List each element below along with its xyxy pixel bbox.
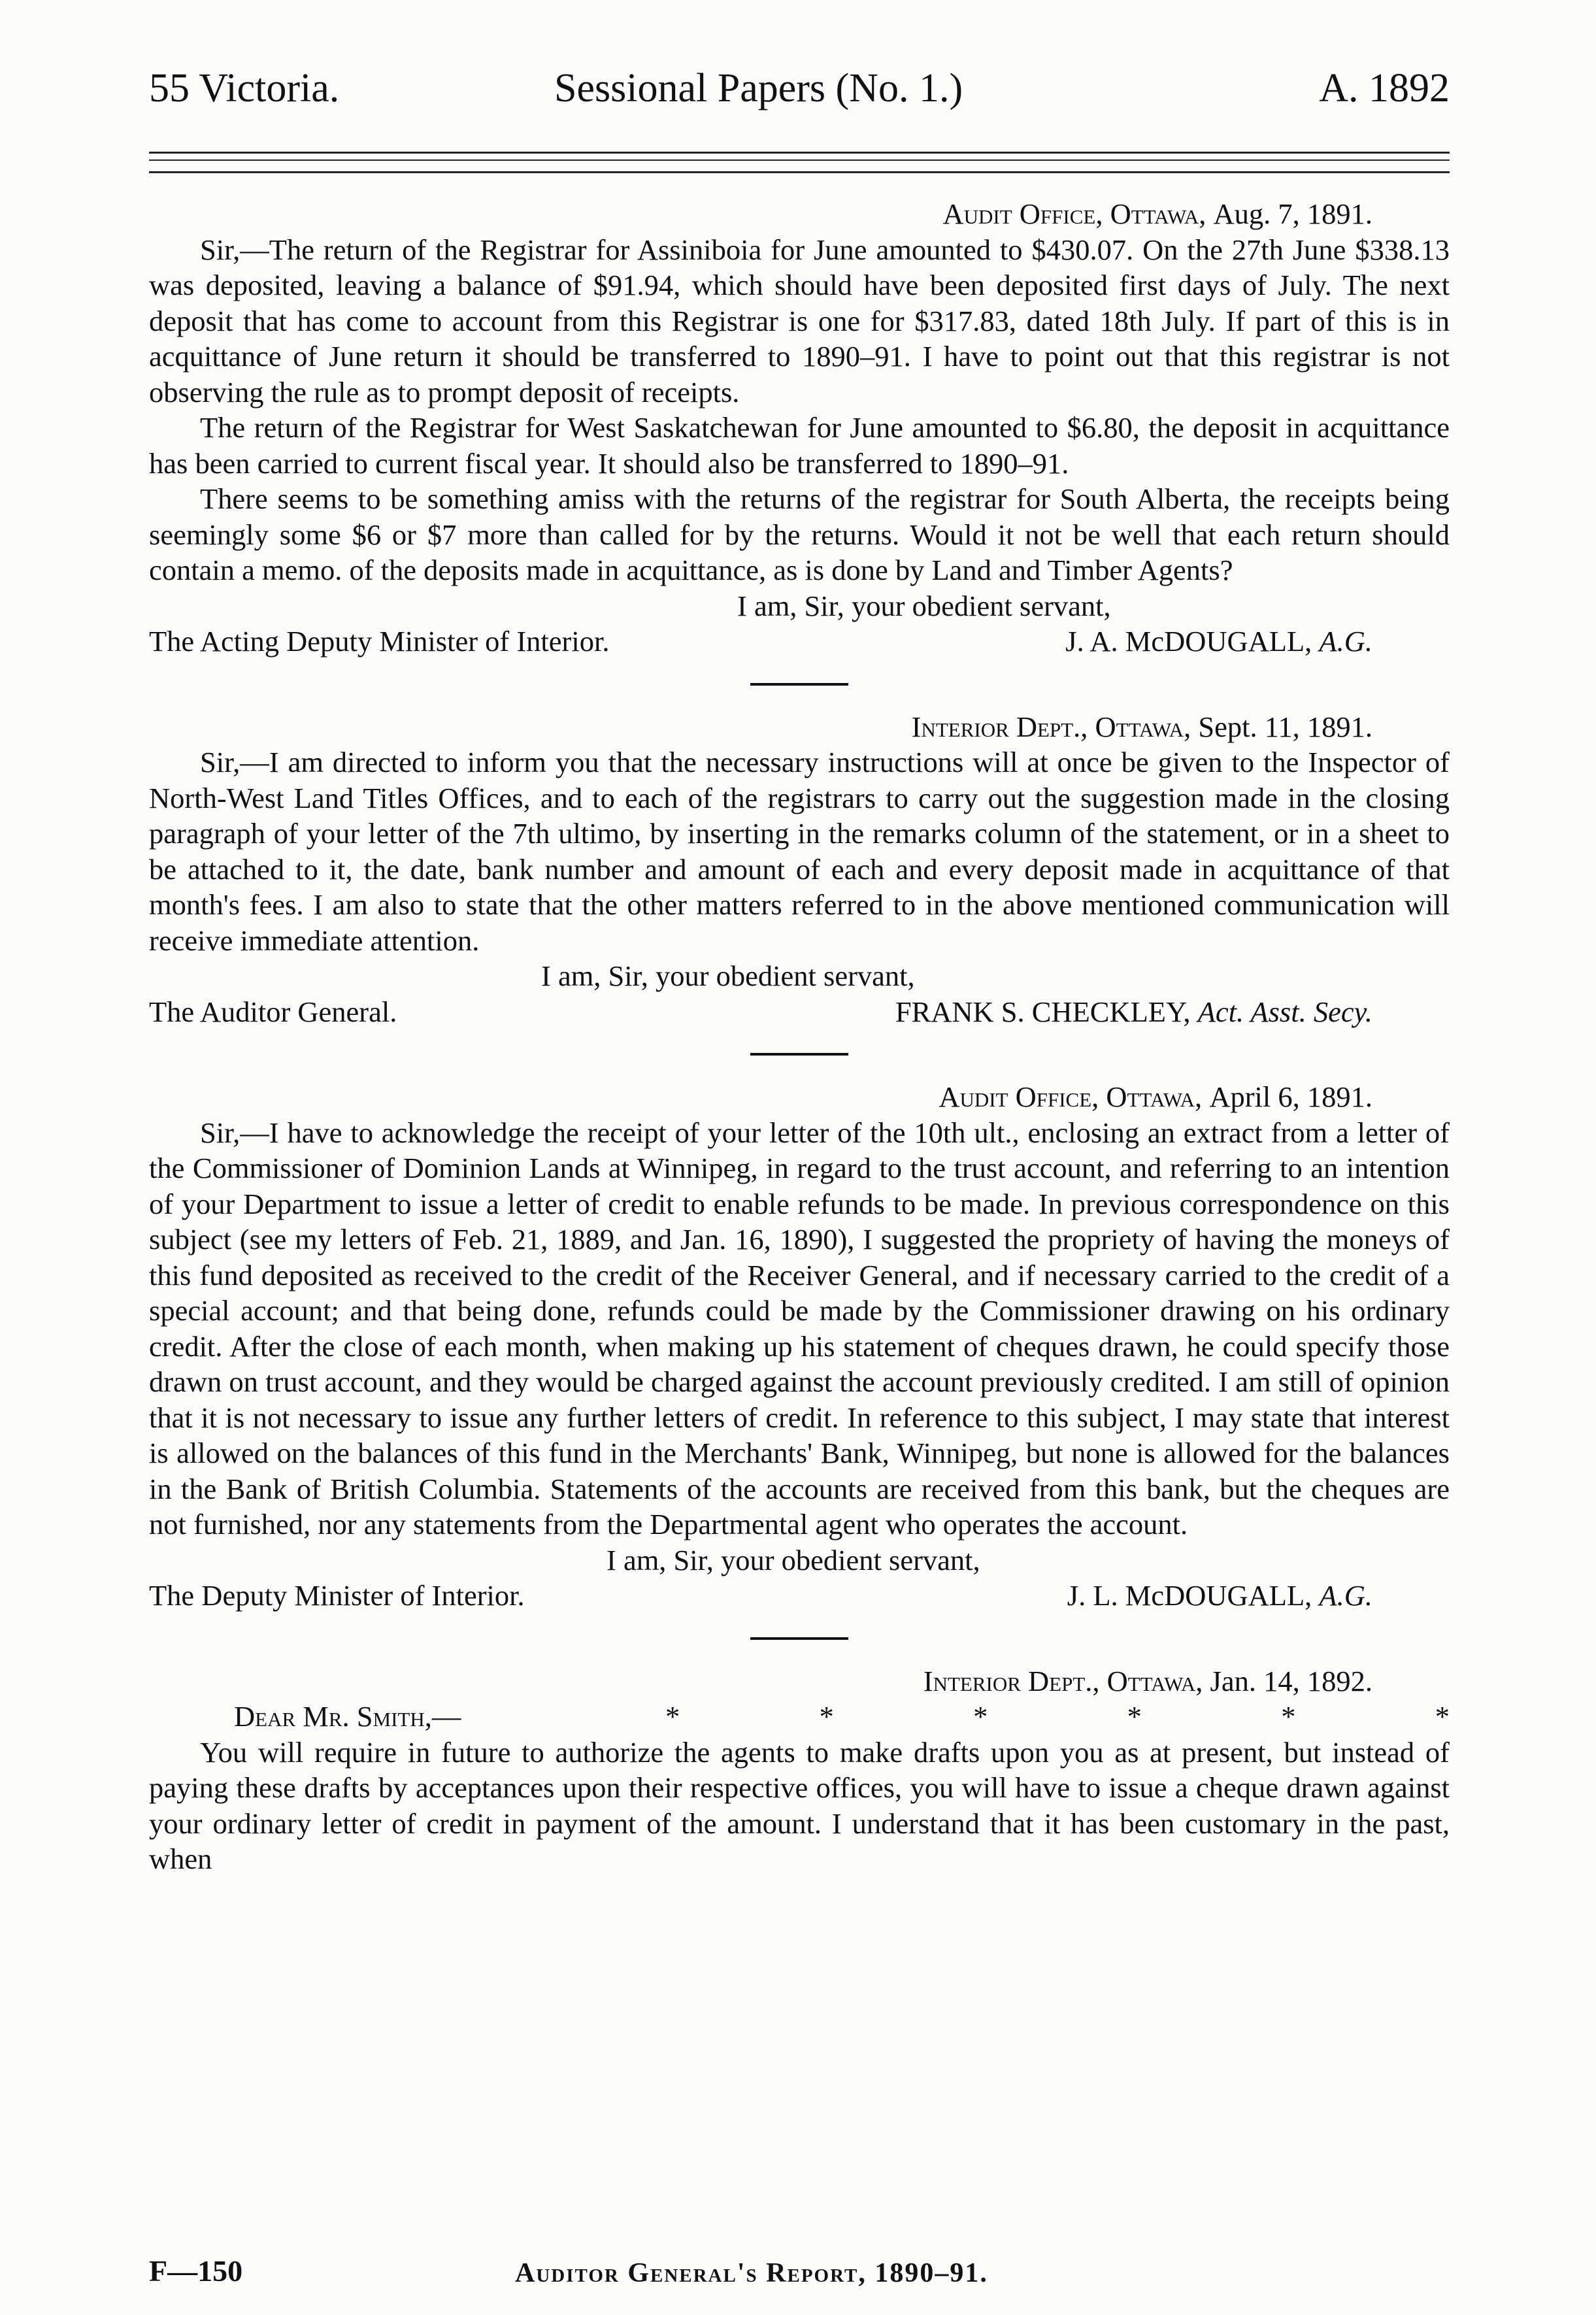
page-header bbox=[149, 65, 1450, 124]
letter-paragraph: You will require in future to authorize the agents to make drafts upon you as at present, but instead of paying these drafts by acceptances upon their respective offices, you will have to issue a cheque drawn against your ordinary letter of credit in payment of the amount. I understand that it has been customary in the past, when bbox=[149, 1735, 1450, 1875]
star: * bbox=[973, 1700, 988, 1733]
dateline-place: Interior Dept., Ottawa, bbox=[911, 710, 1191, 743]
letter-paragraph: There seems to be something amiss with the returns of the registrar for South Alberta, the receipts being seemingly some $6 or $7 more than called for by the returns. Would it not be well that each return should contain a memo. of the deposits made in acquittance, as is done by Land and Timber Agents? bbox=[149, 482, 1450, 586]
letter-dateline bbox=[149, 196, 1450, 232]
star: * bbox=[665, 1700, 680, 1733]
letter-closing: I am, Sir, your obedient servant, bbox=[737, 589, 1111, 622]
header-rule bbox=[149, 152, 1450, 154]
section-divider bbox=[750, 683, 848, 686]
star: * bbox=[819, 1700, 834, 1733]
letter-dateline bbox=[149, 1663, 1450, 1699]
dateline-date: April 6, 1891. bbox=[1209, 1080, 1372, 1113]
header-rule bbox=[149, 171, 1450, 173]
signature bbox=[895, 994, 1372, 1030]
letter bbox=[149, 1079, 1450, 1614]
star: * bbox=[1281, 1700, 1296, 1733]
letter-closing: I am, Sir, your obedient servant, bbox=[541, 959, 915, 992]
signature-line bbox=[149, 624, 1450, 659]
addressee: The Acting Deputy Minister of Interior. bbox=[149, 625, 610, 658]
signature-title: Act. Asst. Secy. bbox=[1197, 995, 1372, 1028]
dateline-place: Audit Office, Ottawa, bbox=[939, 1080, 1203, 1113]
star: * bbox=[1127, 1700, 1142, 1733]
letter-paragraph: Sir,—I have to acknowledge the receipt of your letter of the 10th ult., enclosing an extract from a letter of the Commissioner of Dominion Lands at Winnipeg, in regard to the trust account, and referring to an intention of your Department to issue a letter of credit to enable refunds to be made. In previous correspondence on this subject (see my letters of Feb. 21, 1889, and Jan. 16, 1890), I suggested the propriety of having the moneys of this fund deposited as received to the credit of the Receiver General, and if necessary carried to the credit of a special account; and that being done, refunds could be made by the Commissioner drawing on his ordinary credit. After the close of each month, when making up his statement of cheques drawn, he could specify those drawn on trust account, and they would be charged against the account previously credited. I am still of opinion that it is not necessary to issue any further letters of credit. In reference to this subject, I may state that interest is allowed on the balances of this fund in the Merchants' Bank, Winnipeg, but none is allowed for the balances in the Bank of British Columbia. Statements of the accounts are received from this bank, but the cheques are not furnished, nor any statements from the Departmental agent who operates the account. bbox=[149, 1116, 1450, 1541]
section-divider bbox=[750, 1053, 848, 1056]
report-title: Auditor General's Report, 1890–91. bbox=[515, 2258, 988, 2288]
header-title: Sessional Papers (No. 1.) bbox=[554, 66, 963, 110]
letter bbox=[149, 709, 1450, 1030]
signature-line bbox=[149, 994, 1450, 1030]
letter-dateline bbox=[149, 709, 1450, 745]
signature-title: A.G. bbox=[1319, 1579, 1372, 1612]
signature bbox=[1067, 1578, 1372, 1614]
dateline-place: Audit Office, Ottawa, bbox=[942, 197, 1206, 230]
letter-dateline bbox=[149, 1079, 1450, 1115]
header-rule bbox=[149, 159, 1450, 161]
salutation: Dear Mr. Smith,— bbox=[234, 1700, 461, 1733]
signature-name: J. A. McDOUGALL, bbox=[1065, 625, 1312, 658]
ellipsis-stars bbox=[665, 1699, 1450, 1735]
star: * bbox=[1435, 1700, 1450, 1733]
dateline-date: Jan. 14, 1892. bbox=[1210, 1664, 1372, 1697]
section-divider bbox=[750, 1637, 848, 1640]
dateline-date: Sept. 11, 1891. bbox=[1198, 710, 1372, 743]
letter bbox=[149, 196, 1450, 659]
addressee: The Auditor General. bbox=[149, 995, 397, 1028]
signature-line bbox=[149, 1578, 1450, 1614]
signature bbox=[1065, 624, 1372, 659]
letter-paragraph: The return of the Registrar for West Saskatchewan for June amounted to $6.80, the deposit in acquittance has been carried to current fiscal year. It should also be transferred to 1890–91. bbox=[149, 411, 1450, 480]
page-number: F—150 bbox=[149, 2254, 243, 2288]
page-body bbox=[149, 196, 1450, 1877]
letter bbox=[149, 1663, 1450, 1877]
signature-title: A.G. bbox=[1319, 625, 1372, 658]
letter-paragraph: Sir,—The return of the Registrar for Assiniboia for June amounted to $430.07. On the 27th June $338.13 was deposited, leaving a balance of $91.94, which should have been deposited first days of July. The next deposit that has come to account from this Registrar is one for $317.83, dated 18th July. If part of this is in acquittance of June return it should be transferred to 1890–91. I have to point out that this registrar is not observing the rule as to prompt deposit of receipts. bbox=[149, 233, 1450, 408]
letter-greeting bbox=[149, 1699, 1450, 1735]
letter-paragraph: Sir,—I am directed to inform you that the necessary instructions will at once be given to the Inspector of North-West Land Titles Offices, and to each of the registrars to carry out the suggestion made in the closing paragraph of your letter of the 7th ultimo, by inserting in the remarks column of the statement, or in a sheet to be attached to it, the date, bank number and amount of each and every deposit made in acquittance of that month's fees. I am also to state that the other matters referred to in the above mentioned communication will receive immediate attention. bbox=[149, 746, 1450, 957]
header-year: A. 1892 bbox=[1319, 66, 1450, 110]
signature-name: J. L. McDOUGALL, bbox=[1067, 1579, 1312, 1612]
letter-closing: I am, Sir, your obedient servant, bbox=[607, 1543, 980, 1576]
signature-name: FRANK S. CHECKLEY, bbox=[895, 995, 1191, 1028]
dateline-date: Aug. 7, 1891. bbox=[1213, 197, 1372, 230]
dateline-place: Interior Dept., Ottawa, bbox=[923, 1664, 1203, 1697]
addressee: The Deputy Minister of Interior. bbox=[149, 1579, 525, 1612]
header-session: 55 Victoria. bbox=[149, 66, 340, 110]
